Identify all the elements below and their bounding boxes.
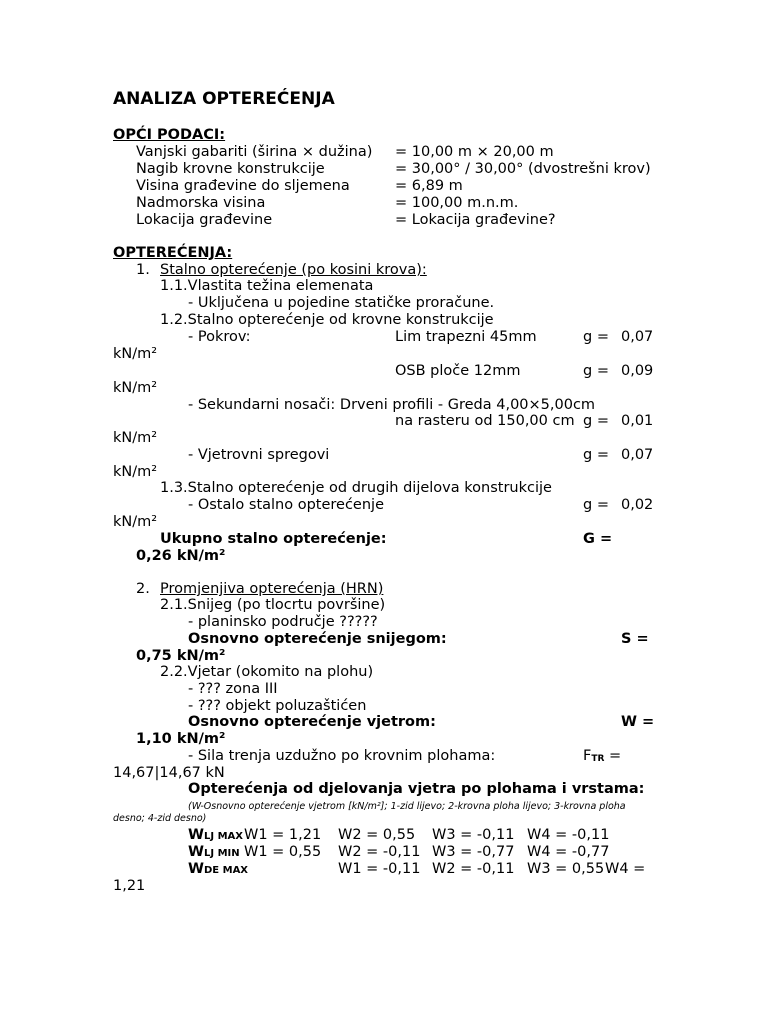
friction-label: - Sila trenja uzdužno po krovnim plohama:: [188, 748, 496, 764]
g-value: 0,07: [621, 329, 654, 345]
g-value: 0,01: [621, 413, 654, 429]
general-row-value: = Lokacija građevine?: [395, 212, 556, 228]
wind-planes-note: (W-Osnovno opterećenje vjetrom [kN/m²]; 1-zid lijevo; 2-krovna ploha lijevo; 3-krovna ploha: [188, 801, 626, 812]
snow-load-symbol: S =: [621, 631, 649, 647]
friction-symbol-eq: =: [604, 748, 622, 764]
subsection-note: - ??? objekt poluzaštićen: [188, 698, 367, 714]
unit-label: kN/m²: [113, 430, 158, 446]
snow-load-value: 0,75 kN/m²: [136, 648, 226, 664]
subsection-title: 2.1.Snijeg (po tlocrtu površine): [160, 597, 386, 613]
subsection-note: - planinsko područje ?????: [188, 614, 378, 630]
general-row-label: Visina građevine do sljemena: [136, 178, 350, 194]
wind-w1: W1 = 0,55: [244, 844, 322, 860]
general-row-label: Nadmorska visina: [136, 195, 266, 211]
wind-w2: W2 = -0,11: [432, 861, 515, 877]
g-label: g =: [583, 497, 609, 513]
wind-w4: W4 =: [605, 861, 646, 877]
snow-load-label: Osnovno opterećenje snijegom:: [188, 631, 447, 647]
general-row-value: = 30,00° / 30,00° (dvostrešni krov): [395, 161, 651, 177]
load-item-material: na rasteru od 150,00 cm: [395, 413, 575, 429]
subsection-title: 2.2.Vjetar (okomito na plohu): [160, 664, 374, 680]
wind-w1: W1 = 1,21: [244, 827, 322, 843]
load-item-label: - Sekundarni nosači: Drveni profili - Greda 4,00×5,00cm: [188, 397, 596, 413]
friction-symbol-f: F: [583, 748, 592, 764]
g-label: g =: [583, 413, 609, 429]
unit-label: kN/m²: [113, 514, 158, 530]
section-title: Stalno opterećenje (po kosini krova):: [160, 262, 427, 278]
load-item-label: - Pokrov:: [188, 329, 251, 345]
load-item-material: OSB ploče 12mm: [395, 363, 521, 379]
wind-w3: W3 = -0,77: [432, 844, 515, 860]
load-item-material: Lim trapezni 45mm: [395, 329, 537, 345]
g-label: g =: [583, 447, 609, 463]
section-title: Promjenjiva opterećenja (HRN): [160, 581, 384, 597]
general-row-value: = 10,00 m × 20,00 m: [395, 144, 554, 160]
subsection-title: 1.2.Stalno opterećenje od krovne konstrukcije: [160, 312, 494, 328]
subsection-note: - Uključena u pojedine statičke proračune.: [188, 295, 495, 311]
wind-w3: W3 = 0,55: [527, 861, 605, 877]
g-value: 0,07: [621, 447, 654, 463]
wind-w4-value: 1,21: [113, 878, 146, 894]
section-number: 2.: [136, 581, 150, 597]
loads-heading: OPTEREĆENJA:: [113, 245, 233, 261]
wind-planes-note: desno; 4-zid desno): [113, 813, 207, 824]
general-row-label: Nagib krovne konstrukcije: [136, 161, 325, 177]
wind-row-name: WDE MAX: [188, 861, 249, 877]
wind-load-value: 1,10 kN/m²: [136, 731, 226, 747]
g-label: g =: [583, 329, 609, 345]
subsection-note: - ??? zona III: [188, 681, 278, 697]
general-row-value: = 100,00 m.n.m.: [395, 195, 519, 211]
g-label: g =: [583, 363, 609, 379]
subsection-title: 1.3.Stalno opterećenje od drugih dijelova konstrukcije: [160, 480, 552, 496]
unit-label: kN/m²: [113, 464, 158, 480]
document-title: ANALIZA OPTEREĆENJA: [113, 89, 335, 109]
wind-row-name: WLJ MIN: [188, 844, 240, 860]
g-value: 0,09: [621, 363, 654, 379]
general-row-label: Vanjski gabariti (širina × dužina): [136, 144, 373, 160]
wind-w3: W3 = -0,11: [432, 827, 515, 843]
total-permanent-label: Ukupno stalno opterećenje:: [160, 531, 387, 547]
wind-w2: W2 = 0,55: [338, 827, 416, 843]
friction-value: 14,67|14,67 kN: [113, 765, 225, 781]
section-number: 1.: [136, 262, 150, 278]
wind-w1: W1 = -0,11: [338, 861, 421, 877]
friction-symbol: [583, 748, 621, 768]
unit-label: kN/m²: [113, 346, 158, 362]
total-permanent-value: 0,26 kN/m²: [136, 548, 226, 564]
wind-row-name: WLJ MAX: [188, 827, 243, 843]
wind-load-label: Osnovno opterećenje vjetrom:: [188, 714, 436, 730]
wind-load-symbol: W =: [621, 714, 655, 730]
friction-symbol-sub: TR: [591, 754, 605, 764]
total-permanent-symbol: G =: [583, 531, 613, 547]
wind-w4: W4 = -0,11: [527, 827, 610, 843]
load-item-label: - Vjetrovni spregovi: [188, 447, 330, 463]
wind-w2: W2 = -0,11: [338, 844, 421, 860]
general-row-value: = 6,89 m: [395, 178, 463, 194]
general-row-label: Lokacija građevine: [136, 212, 273, 228]
wind-w4: W4 = -0,77: [527, 844, 610, 860]
unit-label: kN/m²: [113, 380, 158, 396]
subsection-title: 1.1.Vlastita težina elemenata: [160, 278, 374, 294]
general-heading: OPĆI PODACI:: [113, 127, 226, 143]
load-item-label: - Ostalo stalno opterećenje: [188, 497, 384, 513]
g-value: 0,02: [621, 497, 654, 513]
wind-planes-title: Opterećenja od djelovanja vjetra po plohama i vrstama:: [188, 781, 645, 797]
